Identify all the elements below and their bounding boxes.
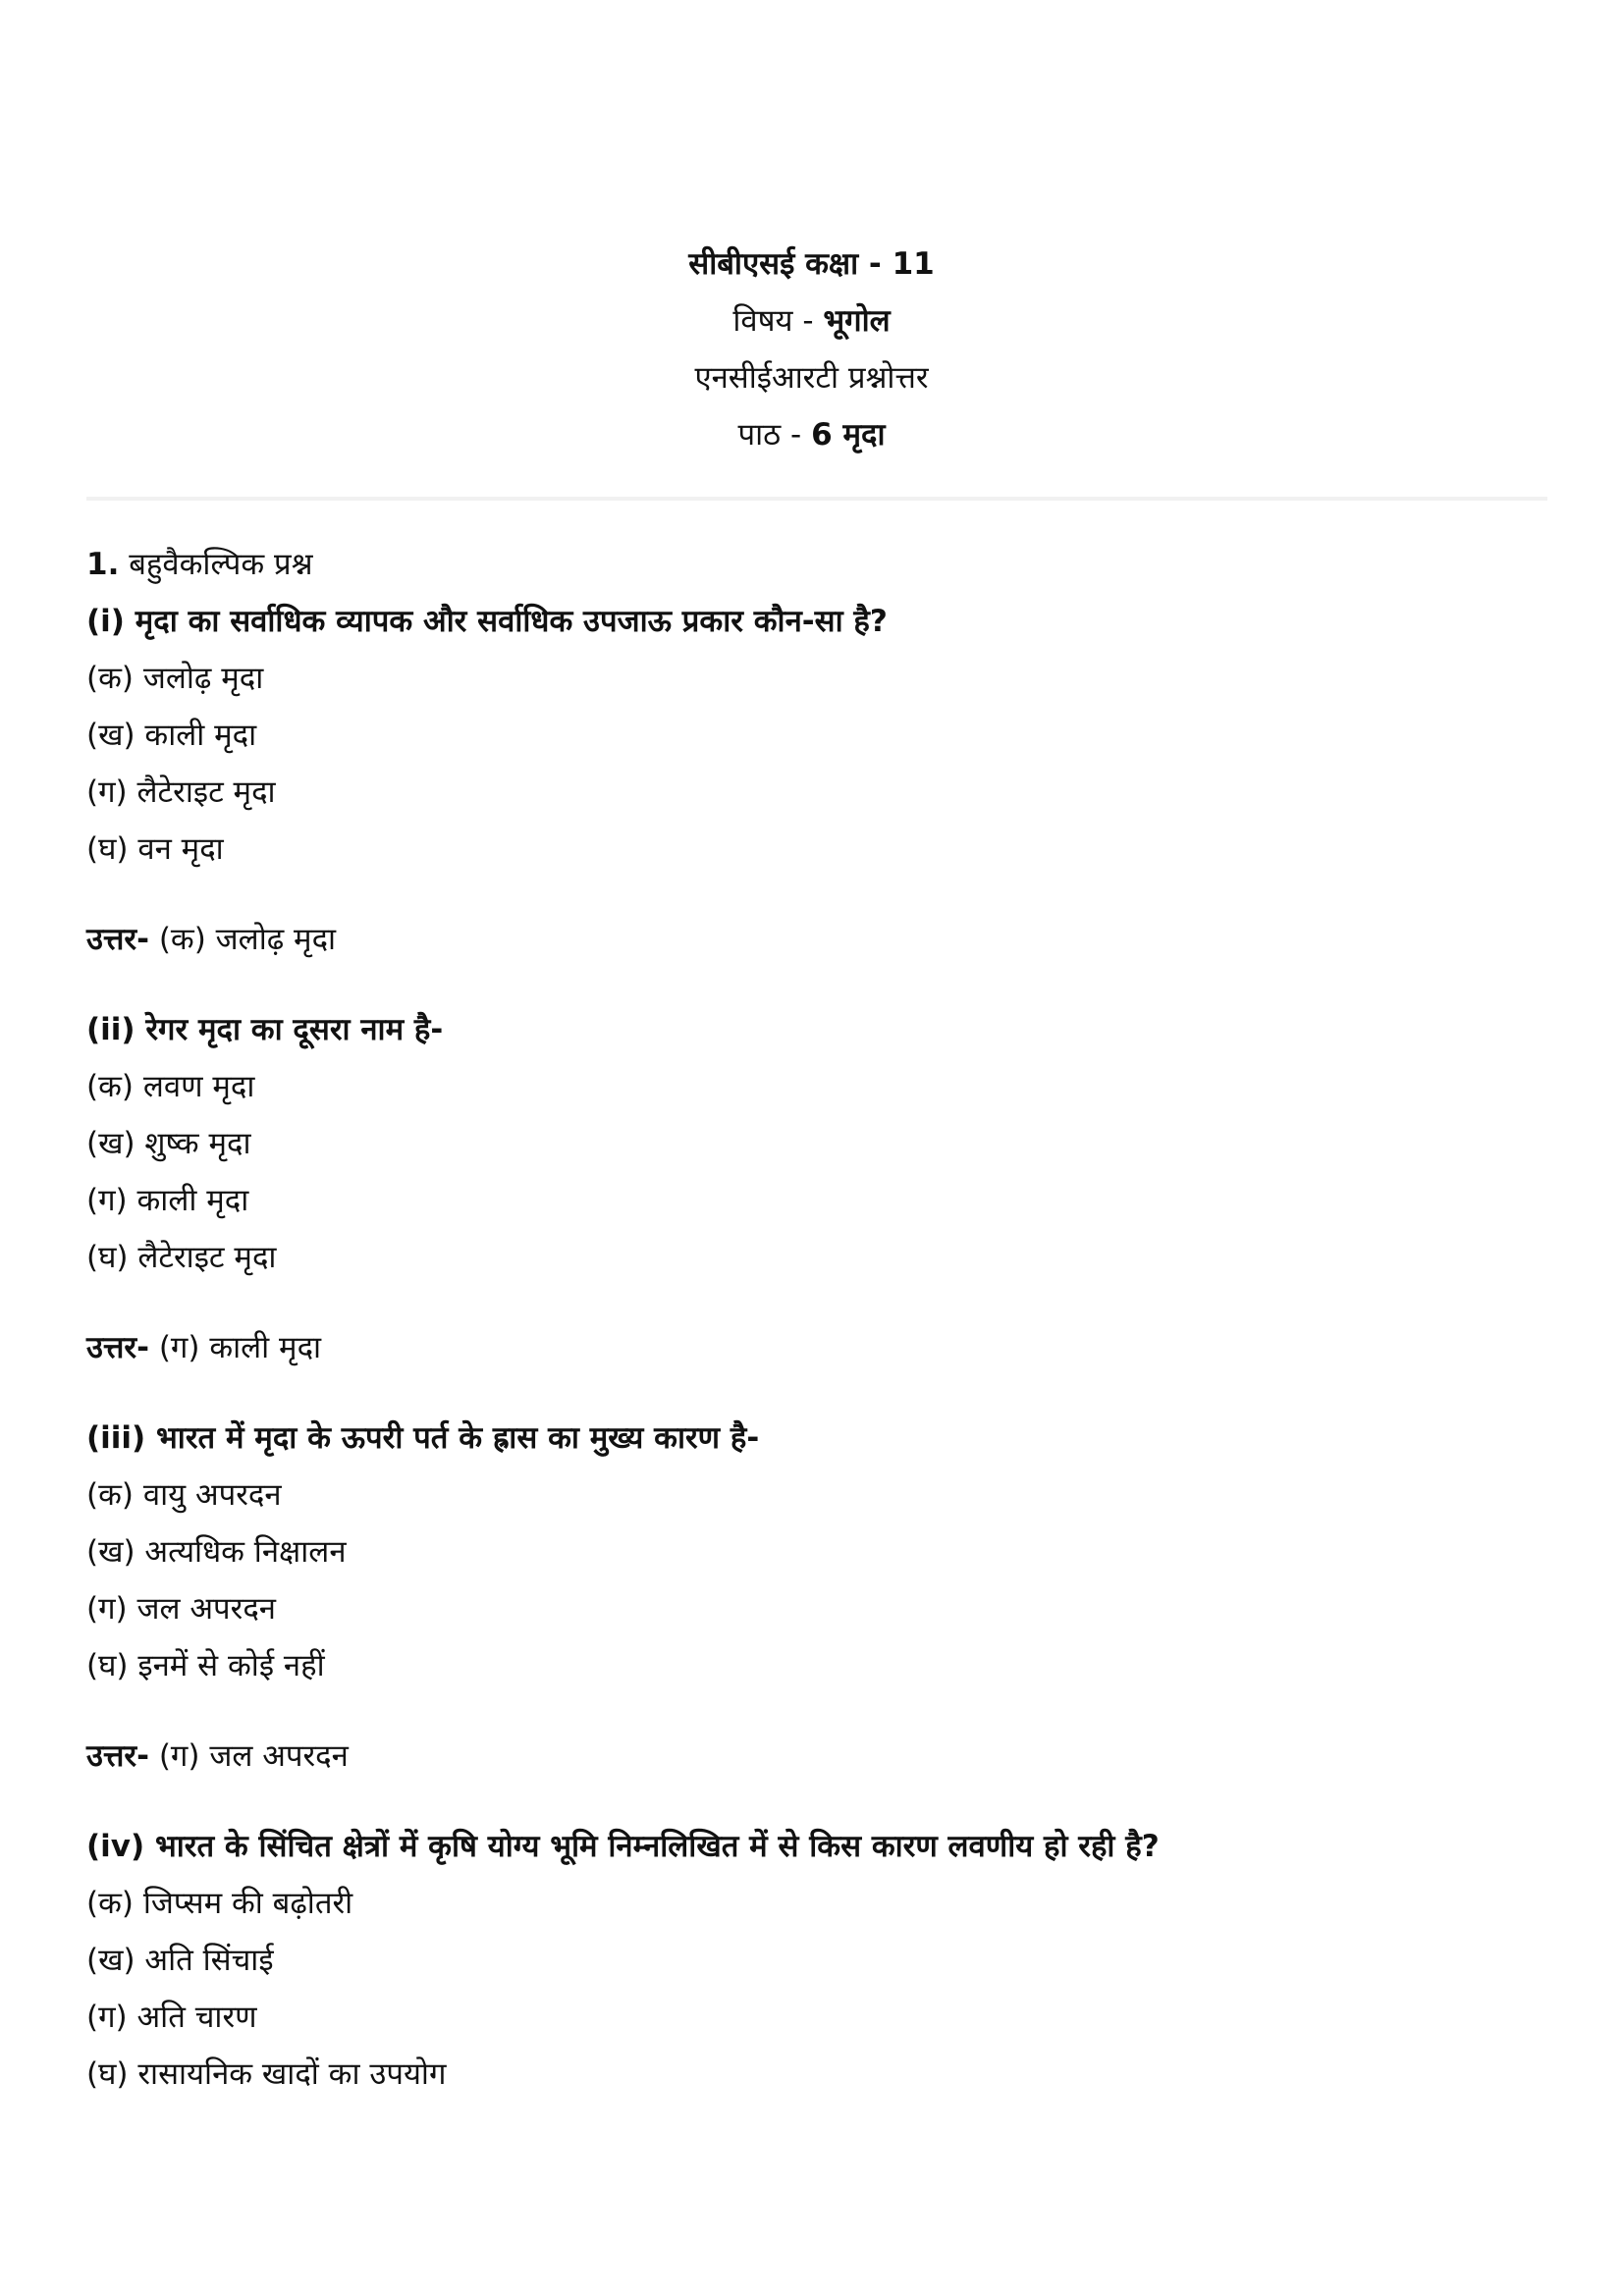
question-1: (i) मृदा का सर्वाधिक व्यापक और सर्वाधिक उपजाऊ प्रकार कौन-सा है? — [86, 604, 888, 639]
header-chapter-line — [0, 406, 1623, 463]
answer-label: उत्तर- — [86, 1330, 149, 1365]
header-divider — [86, 497, 1547, 501]
question-4-option-b: (ख) अति सिंचाई — [86, 1943, 274, 1978]
header-subject-prefix: विषय - — [732, 303, 824, 339]
question-3-answer — [86, 1728, 1540, 1785]
question-2-answer — [86, 1319, 1540, 1376]
answer-label: उत्तर- — [86, 1738, 149, 1774]
document-header — [0, 236, 1623, 463]
header-subject-line — [0, 293, 1623, 349]
header-ncert-line: एनसीईआरटी प्रश्नोत्तर — [694, 360, 929, 396]
header-chapter-prefix: पाठ - — [737, 417, 812, 453]
question-3-option-d: (घ) इनमें से कोई नहीं — [86, 1648, 325, 1683]
question-3-option-b: (ख) अत्यधिक निक्षालन — [86, 1534, 347, 1570]
question-1-answer — [86, 911, 1540, 968]
document-content — [86, 536, 1540, 2103]
header-chapter-name: 6 मृदा — [811, 417, 886, 453]
question-4-option-d: (घ) रासायनिक खादों का उपयोग — [86, 2056, 447, 2092]
question-1-option-a: (क) जलोढ़ मृदा — [86, 661, 264, 696]
question-2: (ii) रेगर मृदा का दूसरा नाम है- — [86, 1012, 444, 1047]
question-2-option-a: (क) लवण मृदा — [86, 1069, 255, 1104]
section-title-text: बहुवैकल्पिक प्रश्न — [129, 547, 313, 582]
section-title — [86, 536, 1540, 593]
question-1-option-c: (ग) लैटेराइट मृदा — [86, 774, 276, 810]
question-4: (iv) भारत के सिंचित क्षेत्रों में कृषि योग्य भूमि निम्नलिखित में से किस कारण लवणीय हो रही है? — [86, 1829, 1160, 1864]
answer-label: उत्तर- — [86, 922, 149, 957]
header-subject-name: भूगोल — [823, 303, 891, 339]
answer-text: (ग) काली मृदा — [148, 1330, 322, 1365]
section-number: 1. — [86, 547, 120, 582]
question-3-option-c: (ग) जल अपरदन — [86, 1591, 277, 1627]
answer-text: (क) जलोढ़ मृदा — [148, 922, 337, 957]
question-2-option-c: (ग) काली मृदा — [86, 1183, 249, 1218]
question-2-option-b: (ख) शुष्क मृदा — [86, 1126, 251, 1161]
question-4-option-c: (ग) अति चारण — [86, 2000, 257, 2035]
question-2-option-d: (घ) लैटेराइट मृदा — [86, 1240, 277, 1275]
question-1-option-b: (ख) काली मृदा — [86, 718, 257, 753]
answer-text: (ग) जल अपरदन — [148, 1738, 349, 1774]
question-1-option-d: (घ) वन मृदा — [86, 831, 224, 867]
question-4-option-a: (क) जिप्सम की बढ़ोतरी — [86, 1886, 353, 1921]
question-3: (iii) भारत में मृदा के ऊपरी पर्त के ह्रास का मुख्य कारण है- — [86, 1420, 760, 1456]
header-class-line: सीबीएसई कक्षा - 11 — [688, 246, 935, 282]
question-3-option-a: (क) वायु अपरदन — [86, 1477, 282, 1513]
